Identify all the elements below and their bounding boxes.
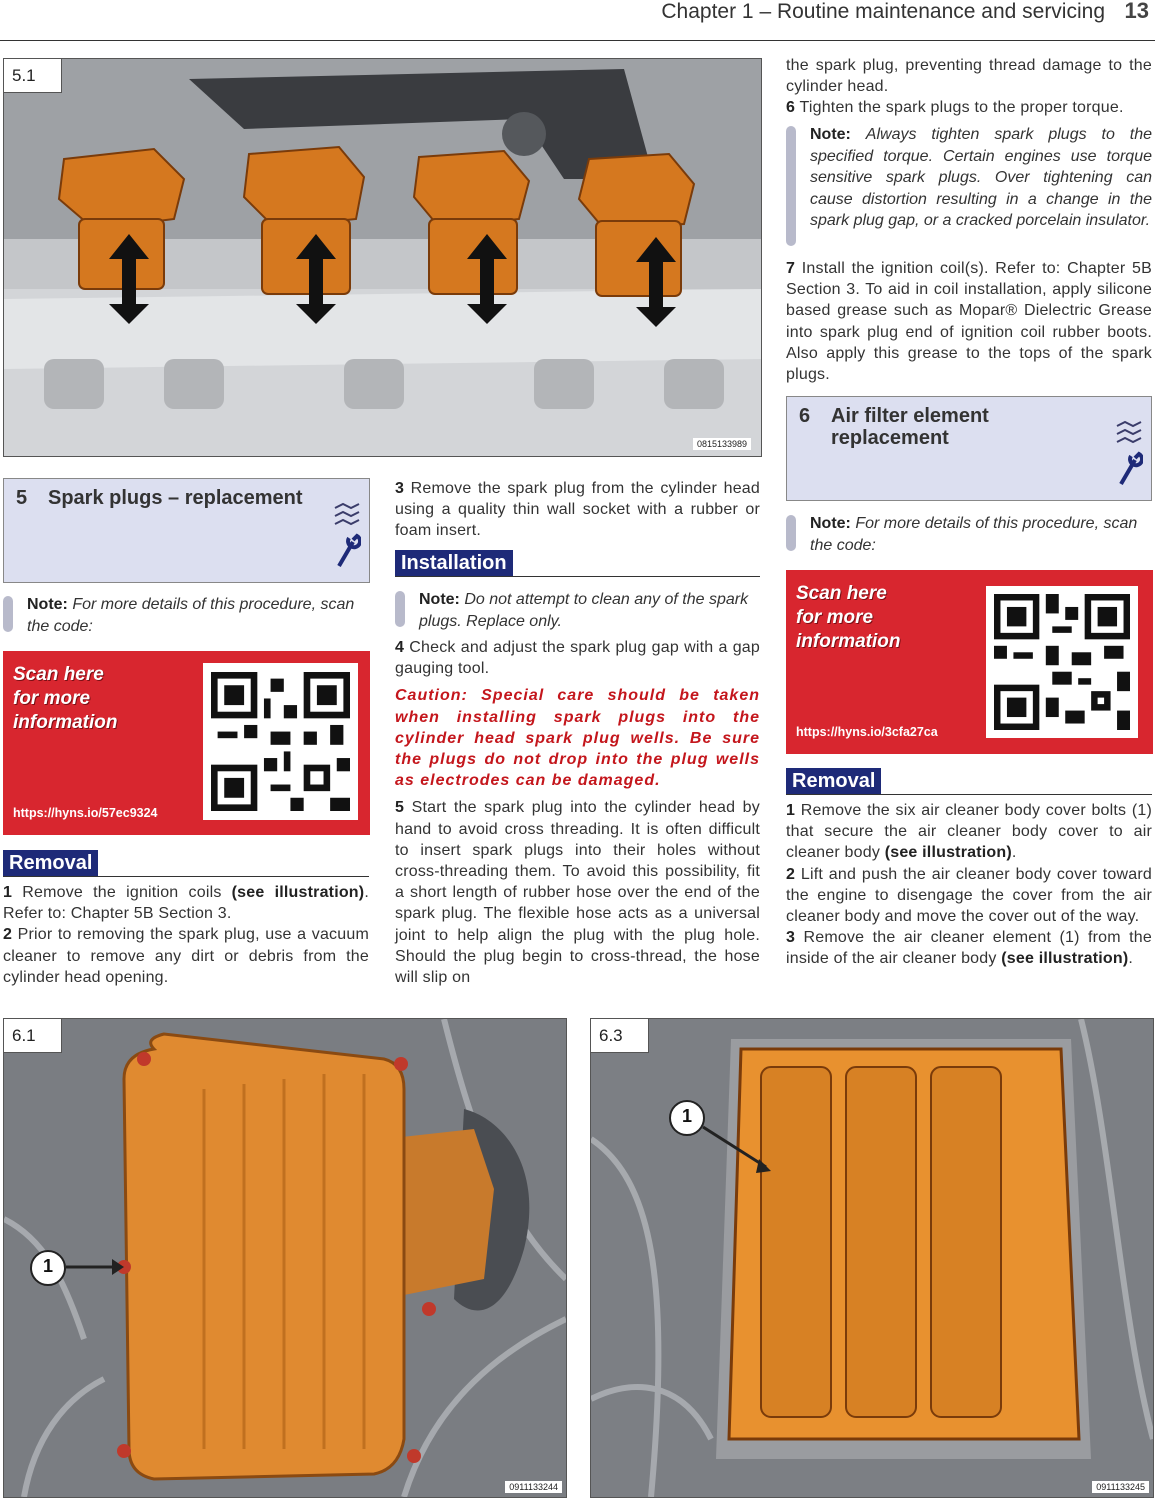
qr-code[interactable] [986, 586, 1138, 738]
section-5-heading [3, 478, 370, 583]
scan-qr-box-6[interactable]: Scan here for more information https://hyns.io/3cfa27ca [786, 570, 1153, 754]
torque-note: Note: Always tighten spark plugs to the specified torque. Certain engines use torque sensitive spark plugs. Over tightening can cause distortion resulting in a change in the spark plug gap, or a cracked porcelain insulator. [786, 124, 1152, 232]
figure-label: 6.3 [591, 1019, 649, 1053]
section-number: 5 [16, 487, 28, 509]
figure-6-3 [590, 1018, 1154, 1498]
section-title: Air filter element replacement [831, 405, 989, 449]
middle-column-steps [395, 637, 760, 988]
step-1: 1 Remove the six air cleaner body cover bolts (1) that secure the air cleaner body cover to air cleaner body (see illustration). [786, 802, 1152, 862]
qr-code-icon [994, 594, 1130, 730]
section-number: 6 [799, 405, 811, 427]
wrench-spanner-icon [1113, 420, 1143, 490]
wrench-spanner-icon [331, 502, 361, 572]
installation-note: Note: Do not attempt to clean any of the spark plugs. Replace only. [395, 589, 760, 632]
caution-text: Caution: Special care should be taken when installing spark plugs into the cylinder head spark plug wells. Be sure the plugs do not drop into the plug wells as electrodes can be damaged. [395, 687, 760, 790]
page-number: 13 [1124, 0, 1149, 23]
air-filter-element-illustration [591, 1019, 1153, 1497]
step-5: 5 Start the spark plug into the cylinder head by hand to avoid cross threading. It is often difficult to insert spark plugs into their holes without cross-threading them. To avoid this possibility, fit a short length of rubber hose over the end of the spark plug. The flexible hose acts as a universal joint to help align the plug with the plug hole. Should the plug begin to cross-thread, the hose will slip on [395, 799, 760, 987]
step-3: 3 Remove the air cleaner element (1) from the inside of the air cleaner body (see illustration). [786, 929, 1153, 968]
step-4: 4 Check and adjust the spark plug gap with a gap gauging tool. [395, 639, 760, 678]
qr-code-icon [211, 671, 350, 812]
right-column-step-7: 7 Install the ignition coil(s). Refer to: Chapter 5B Section 3. To aid in coil installation, apply silicone based grease such as Mopar® Dielectric Grease into spark plug end of ignition coil rubber boots. Also apply this grease to the tops of the spark plugs. [786, 260, 1153, 384]
page-header [0, 0, 1155, 41]
removal-heading-5: Removal [3, 850, 369, 877]
section-5-removal-text [3, 882, 369, 988]
figure-label: 5.1 [4, 59, 62, 93]
scan-url[interactable]: https://hyns.io/3cfa27ca [796, 725, 938, 739]
step-2: 2 Lift and push the air cleaner body cover toward the engine to disengage the cover from the air cleaner body and move the cover out of the way. [786, 865, 1152, 926]
figure-6-1 [3, 1018, 567, 1498]
installation-heading: Installation [395, 550, 760, 577]
scan-qr-box-5[interactable]: Scan here for more information https://hyns.io/57ec9324 [3, 651, 370, 835]
figure-code: 0815133989 [693, 438, 751, 450]
section-6-note: Note: For more details of this procedure, scan the code: [786, 513, 1152, 556]
step-1: 1 Remove the ignition coils (see illustration). Refer to: Chapter 5B Section 3. [3, 884, 369, 923]
middle-column-step-3: 3 Remove the spark plug from the cylinder head using a quality thin wall socket with a rubber or foam insert. [395, 480, 760, 540]
step-6: 6 Tighten the spark plugs to the proper torque. [786, 99, 1124, 117]
right-column-top: the spark plug, preventing thread damage to the cylinder head. 6 Tighten the spark plugs to the proper torque. [786, 55, 1152, 119]
callout-1: 1 [681, 1106, 692, 1126]
section-6-removal-text [786, 800, 1152, 970]
figure-code: 0911133244 [505, 1481, 562, 1493]
figure-5-1 [3, 58, 762, 457]
section-6-heading [786, 396, 1152, 501]
engine-coils-illustration [4, 59, 761, 456]
section-5-note: Note: For more details of this procedure, scan the code: [3, 594, 369, 637]
removal-heading-6: Removal [786, 768, 1152, 795]
section-title: Spark plugs – replacement [48, 487, 303, 509]
figure-code: 0911133245 [1092, 1481, 1149, 1493]
qr-code[interactable] [203, 663, 358, 820]
air-cleaner-cover-illustration [4, 1019, 566, 1497]
step-2: 2 Prior to removing the spark plug, use a vacuum cleaner to remove any dirt or debris from the cylinder head opening. [3, 926, 369, 986]
figure-label: 6.1 [4, 1019, 62, 1053]
chapter-title: Chapter 1 – Routine maintenance and servicing [661, 0, 1105, 23]
scan-url[interactable]: https://hyns.io/57ec9324 [13, 806, 158, 820]
callout-1: 1 [42, 1256, 53, 1276]
